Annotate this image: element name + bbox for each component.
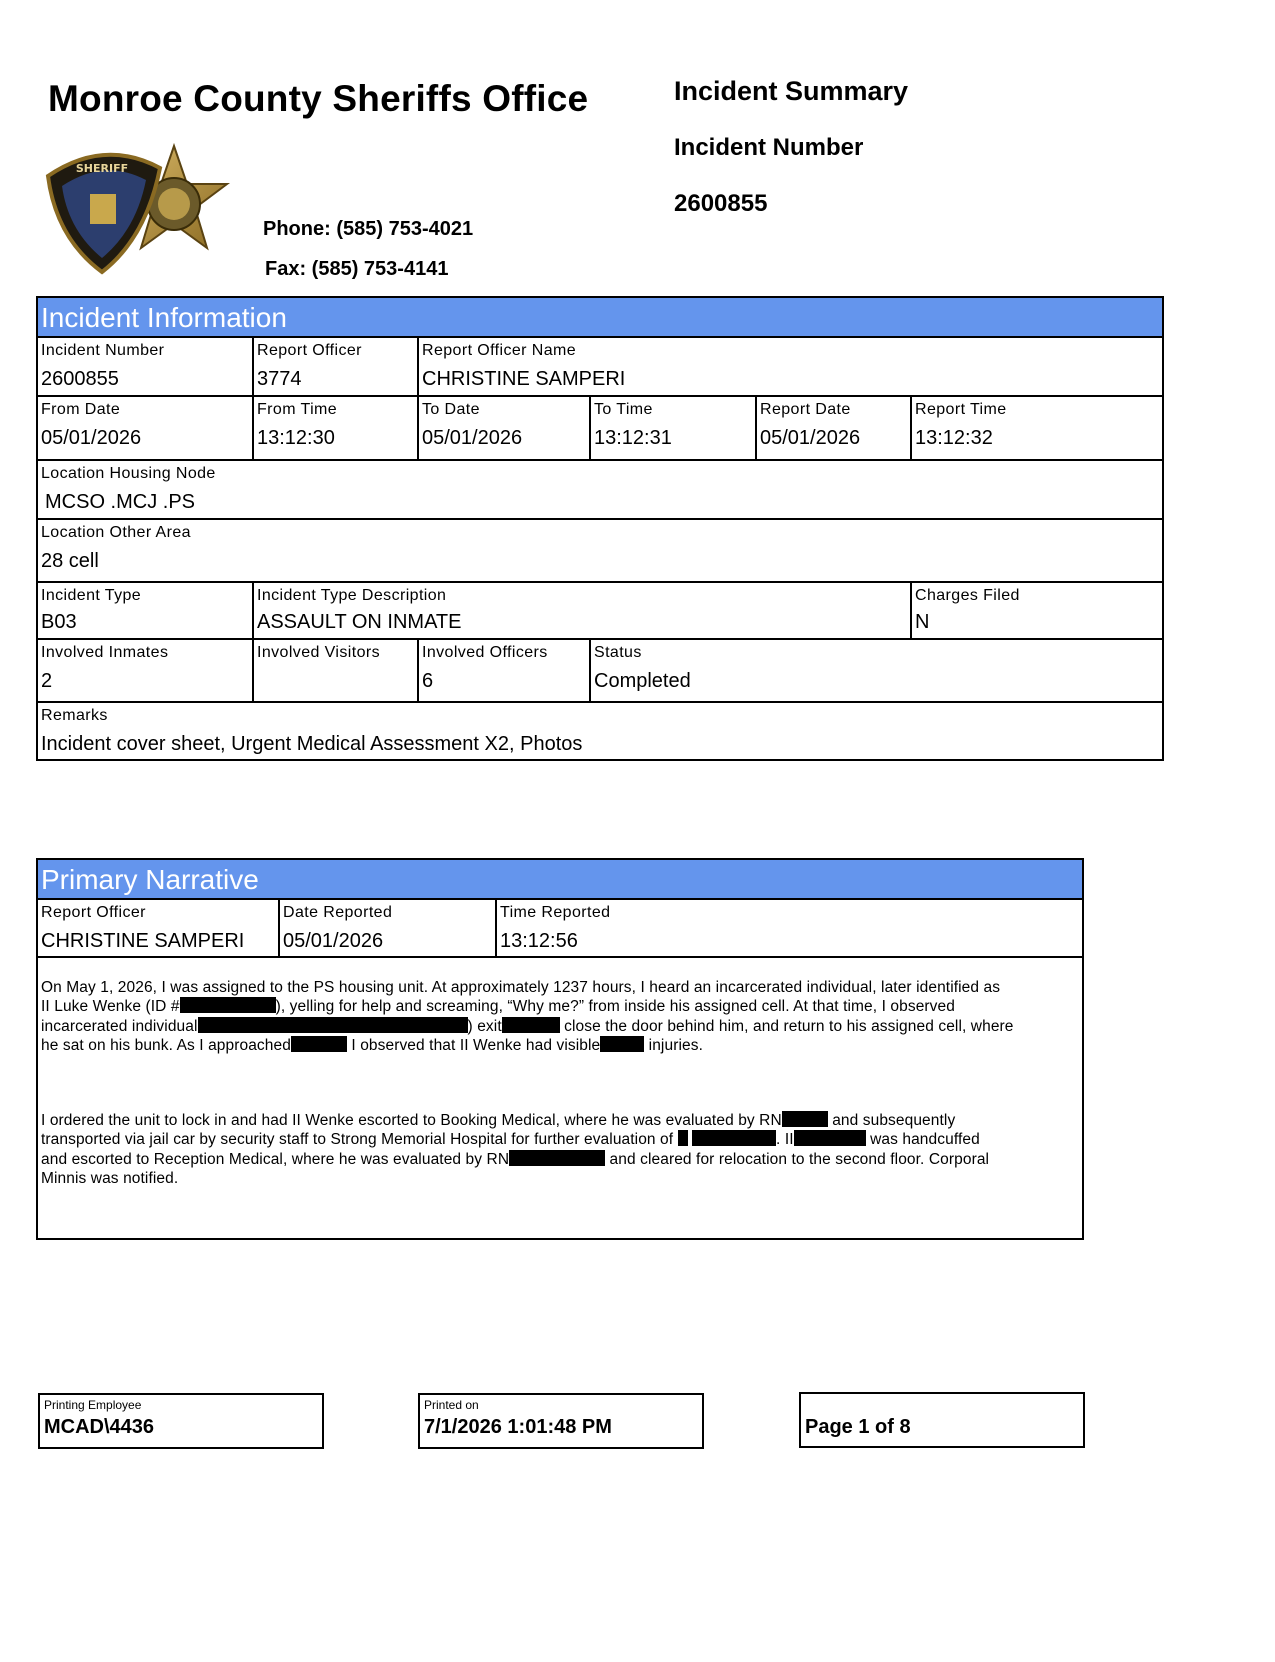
redaction-block <box>180 997 276 1013</box>
incident-number-heading: Incident Number <box>674 134 864 161</box>
phone-number: Phone: (585) 753-4021 <box>263 218 474 240</box>
incident-row-7 <box>38 703 1162 763</box>
printing-employee-box <box>38 1393 324 1449</box>
narrative-body <box>38 958 1082 1188</box>
incident-information-section <box>36 296 1164 761</box>
narrative-text: and cleared for relocation to the second floor. Corporal <box>609 1150 990 1168</box>
charges-filed-value: N <box>915 611 930 633</box>
fax-number: Fax: (585) 753-4141 <box>265 258 449 280</box>
involved-officers-value: 6 <box>422 670 434 692</box>
narrative-text: I observed that II Wenke had visible <box>351 1036 601 1054</box>
narrative-text: transported via jail car by security staff to Strong Memorial Hospital for further evaluation of <box>41 1131 674 1149</box>
svg-text:SHERIFF: SHERIFF <box>75 162 129 175</box>
incident-information-title: Incident Information <box>38 298 1162 338</box>
redaction-block <box>600 1036 644 1052</box>
primary-narrative-title: Primary Narrative <box>38 860 1082 900</box>
report-time-label: Report Time <box>915 401 1007 418</box>
narrative-text: II Luke Wenke (ID # <box>41 998 180 1016</box>
redaction-block <box>692 1130 776 1146</box>
date-reported-value: 05/01/2026 <box>283 930 384 952</box>
date-reported-label: Date Reported <box>283 904 393 921</box>
incident-number-value: 2600855 <box>41 368 119 390</box>
location-other-value: 28 cell <box>41 550 99 572</box>
narrative-text: On May 1, 2026, I was assigned to the PS housing unit. At approximately 1237 hours, I heard an incarcerated individual, later identified as <box>41 979 1001 996</box>
status-value: Completed <box>594 670 691 692</box>
page-number: Page 1 of 8 <box>805 1416 911 1438</box>
incident-number-label: Incident Number <box>41 342 165 359</box>
sheriff-badge-icon <box>42 142 232 292</box>
incident-row-4 <box>38 520 1162 583</box>
printed-on-label: Printed on <box>424 1398 479 1412</box>
redaction-block <box>502 1017 560 1033</box>
to-date-label: To Date <box>422 401 480 418</box>
incident-row-5 <box>38 583 1162 640</box>
narrative-report-officer-value: CHRISTINE SAMPERI <box>41 930 245 952</box>
report-date-label: Report Date <box>760 401 851 418</box>
incident-type-desc-label: Incident Type Description <box>257 587 447 604</box>
incident-row-1 <box>38 338 1162 397</box>
report-officer-label: Report Officer <box>257 342 362 359</box>
redaction-block <box>678 1130 688 1146</box>
location-housing-value: MCSO .MCJ .PS <box>45 491 196 513</box>
narrative-text: and subsequently <box>832 1112 956 1130</box>
remarks-label: Remarks <box>41 707 108 724</box>
from-date-label: From Date <box>41 401 121 418</box>
redaction-block <box>509 1150 605 1166</box>
narrative-text: injuries. <box>648 1036 703 1054</box>
report-officer-name-value: CHRISTINE SAMPERI <box>422 368 626 390</box>
narrative-text: was handcuffed <box>870 1131 980 1149</box>
status-label: Status <box>594 644 642 661</box>
printing-employee-value: MCAD\4436 <box>44 1416 155 1438</box>
summary-title: Incident Summary <box>674 76 909 106</box>
redaction-block <box>198 1017 468 1033</box>
incident-type-value: B03 <box>41 611 77 633</box>
narrative-text: ) exit <box>467 1017 502 1035</box>
printed-on-box <box>418 1393 704 1449</box>
remarks-value: Incident cover sheet, Urgent Medical Assessment X2, Photos <box>41 733 583 755</box>
narrative-paragraph-2 <box>38 1111 1082 1188</box>
narrative-text: ), yelling for help and screaming, “Why me?” from inside his assigned cell. At that time, I observed <box>275 998 955 1016</box>
redaction-block <box>794 1130 866 1146</box>
narrative-text: and escorted to Reception Medical, where he was evaluated by RN <box>41 1150 510 1168</box>
time-reported-label: Time Reported <box>500 904 611 921</box>
printing-employee-label: Printing Employee <box>44 1398 142 1412</box>
incident-row-2 <box>38 397 1162 461</box>
involved-inmates-label: Involved Inmates <box>41 644 169 661</box>
incident-type-desc-value: ASSAULT ON INMATE <box>257 611 462 633</box>
location-other-label: Location Other Area <box>41 524 191 541</box>
narrative-report-officer-label: Report Officer <box>41 904 146 921</box>
from-date-value: 05/01/2026 <box>41 427 142 449</box>
narrative-text: close the door behind him, and return to his assigned cell, where <box>564 1017 1014 1035</box>
narrative-text: incarcerated individual <box>41 1017 198 1035</box>
redaction-block <box>782 1111 828 1127</box>
redaction-block <box>291 1036 347 1052</box>
agency-title: Monroe County Sheriffs Office <box>48 78 589 119</box>
charges-filed-label: Charges Filed <box>915 587 1020 604</box>
narrative-text: I ordered the unit to lock in and had II Wenke escorted to Booking Medical, where he was evaluated by RN <box>41 1112 782 1130</box>
incident-type-label: Incident Type <box>41 587 142 604</box>
primary-narrative-section <box>36 858 1084 1240</box>
report-officer-value: 3774 <box>257 368 302 390</box>
narrative-text: Minnis was notified. <box>41 1170 179 1188</box>
report-time-value: 13:12:32 <box>915 427 993 449</box>
narrative-text: he sat on his bunk. As I approached <box>41 1036 291 1054</box>
to-date-value: 05/01/2026 <box>422 427 523 449</box>
narrative-text: . II <box>776 1131 794 1149</box>
to-time-value: 13:12:31 <box>594 427 672 449</box>
from-time-value: 13:12:30 <box>257 427 335 449</box>
to-time-label: To Time <box>594 401 653 418</box>
narrative-paragraph-1 <box>38 978 1082 1055</box>
incident-number-header-value: 2600855 <box>674 190 768 217</box>
from-time-label: From Time <box>257 401 338 418</box>
printed-on-value: 7/1/2026 1:01:48 PM <box>424 1416 612 1438</box>
involved-visitors-label: Involved Visitors <box>257 644 381 661</box>
incident-row-3 <box>38 461 1162 520</box>
narrative-header-row <box>38 900 1082 958</box>
time-reported-value: 13:12:56 <box>500 930 578 952</box>
involved-officers-label: Involved Officers <box>422 644 548 661</box>
report-date-value: 05/01/2026 <box>760 427 861 449</box>
page-number-box <box>799 1392 1085 1448</box>
location-housing-label: Location Housing Node <box>41 465 216 482</box>
incident-row-6 <box>38 640 1162 703</box>
involved-inmates-value: 2 <box>41 670 53 692</box>
report-officer-name-label: Report Officer Name <box>422 342 577 359</box>
